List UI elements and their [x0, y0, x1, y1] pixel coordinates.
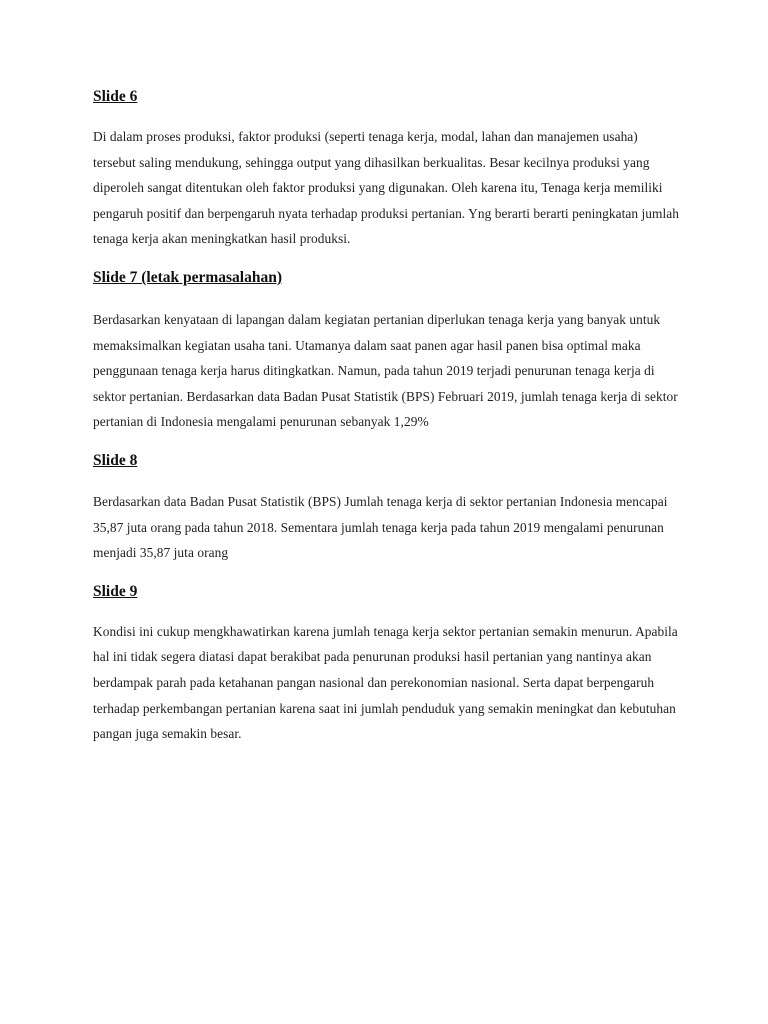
slide-6-paragraph: Di dalam proses produksi, faktor produksi (seperti tenaga kerja, modal, lahan dan manajemen usaha) tersebut saling mendukung, sehingga output yang dihasilkan berkualitas. Besar kecilnya produksi yang diperoleh sangat ditentukan oleh faktor produksi yang digunakan. Oleh karena itu, Tenaga kerja memiliki pengaruh positif dan berpengaruh nyata terhadap produksi pertanian. Yng berarti berarti peningkatan jumlah tenaga kerja akan meningkatkan hasil produksi.	[93, 129, 679, 247]
slide-6-heading: Slide 6	[93, 88, 138, 105]
slide-8-paragraph: Berdasarkan data Badan Pusat Statistik (BPS) Jumlah tenaga kerja di sektor pertanian Indonesia mencapai 35,87 juta orang pada tahun 2018. Sementara jumlah tenaga kerja pada tahun 2019 mengalami penurunan menjadi 35,87 juta orang	[93, 493, 668, 561]
document-content	[93, 86, 683, 747]
slide-7-paragraph: Berdasarkan kenyataan di lapangan dalam kegiatan pertanian diperlukan tenaga kerja yang banyak untuk memaksimalkan kegiatan usaha tani. Utamanya dalam saat panen agar hasil panen bisa optimal maka penggunaan tenaga kerja harus ditingkatkan. Namun, pada tahun 2019 terjadi penurunan tenaga kerja di sektor pertanian. Berdasarkan data Badan Pusat Statistik (BPS) Februari 2019, jumlah tenaga kerja di sektor pertanian di Indonesia mengalami penurunan sebanyak 1,29%	[93, 311, 678, 430]
slide-7-heading: Slide 7 (letak permasalahan)	[93, 268, 283, 286]
slide-8-heading: Slide 8	[93, 451, 138, 469]
slide-9-heading: Slide 9	[93, 582, 138, 600]
slide-9-paragraph: Kondisi ini cukup mengkhawatirkan karena jumlah tenaga kerja sektor pertanian semakin menurun. Apabila hal ini tidak segera diatasi dapat berakibat pada penurunan produksi hasil pertanian yang nantinya akan berdampak parah pada ketahanan pangan nasional dan perekonomian nasional. Serta dapat berpengaruh terhadap perkembangan pertanian karena saat ini jumlah penduduk yang semakin meningkat dan kebutuhan pangan juga semakin besar.	[93, 623, 678, 742]
